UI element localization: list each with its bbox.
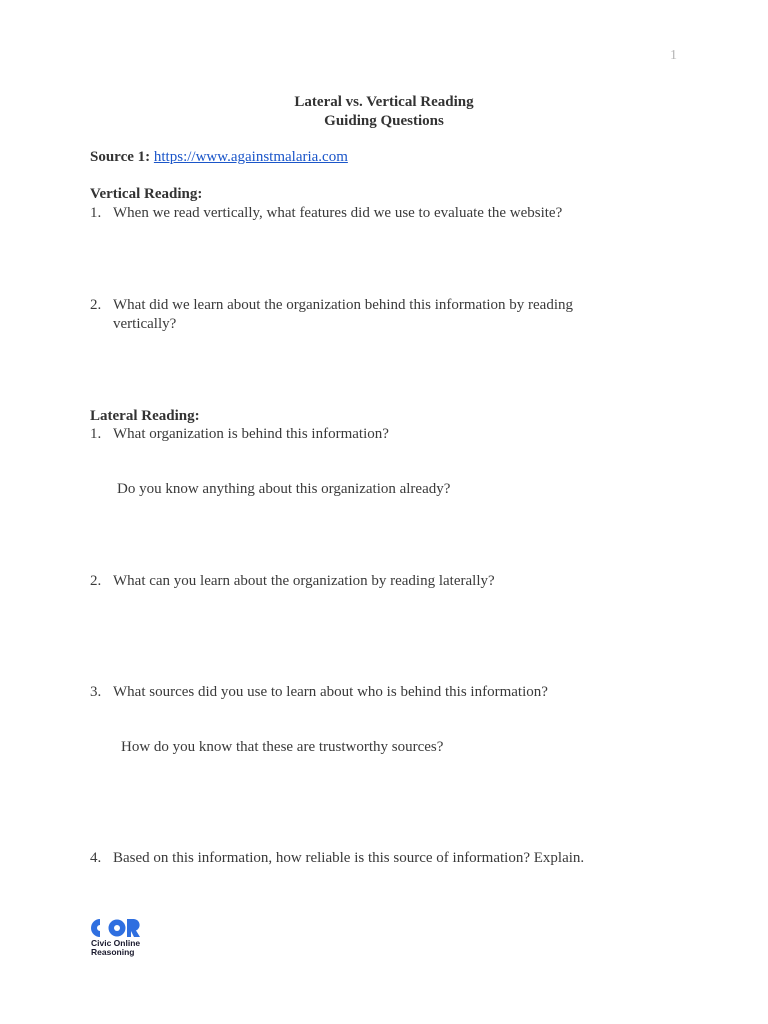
logo-text-line1: Civic Online — [91, 938, 141, 948]
document-subtitle: Guiding Questions — [324, 113, 444, 129]
vertical-reading-heading: Vertical Reading: — [90, 186, 203, 202]
lateral-q1-text: What organization is behind this information? — [113, 426, 389, 442]
vertical-q2-text-line1: What did we learn about the organization behind this information by reading — [113, 297, 574, 313]
source-line — [90, 148, 348, 167]
lateral-q4-number: 4. — [90, 850, 102, 866]
document-title: Lateral vs. Vertical Reading — [294, 94, 474, 110]
logo-text-line2: Reasoning — [91, 947, 135, 957]
lateral-q3-text: What sources did you use to learn about who is behind this information? — [113, 684, 548, 700]
cor-logo-mark-icon — [91, 918, 141, 938]
vertical-q2-text-line2: vertically? — [113, 316, 177, 332]
lateral-q3-subquestion: How do you know that these are trustworthy sources? — [121, 739, 444, 755]
lateral-q2-text: What can you learn about the organization by reading laterally? — [113, 573, 495, 589]
lateral-q2-number: 2. — [90, 573, 102, 589]
civic-online-reasoning-logo — [91, 918, 151, 960]
page-number: 1 — [670, 48, 677, 63]
lateral-q3-number: 3. — [90, 684, 102, 700]
lateral-q1-subquestion: Do you know anything about this organization already? — [117, 481, 451, 497]
vertical-q1-text: When we read vertically, what features did we use to evaluate the website? — [113, 205, 563, 221]
lateral-reading-heading: Lateral Reading: — [90, 408, 200, 424]
vertical-q1-number: 1. — [90, 205, 102, 221]
vertical-q2-number: 2. — [90, 297, 102, 313]
lateral-q1-number: 1. — [90, 426, 102, 442]
lateral-q4-text: Based on this information, how reliable is this source of information? Explain. — [113, 850, 585, 866]
source-link[interactable]: https://www.againstmalaria.com — [153, 149, 348, 165]
source-label: Source 1: — [90, 149, 151, 165]
